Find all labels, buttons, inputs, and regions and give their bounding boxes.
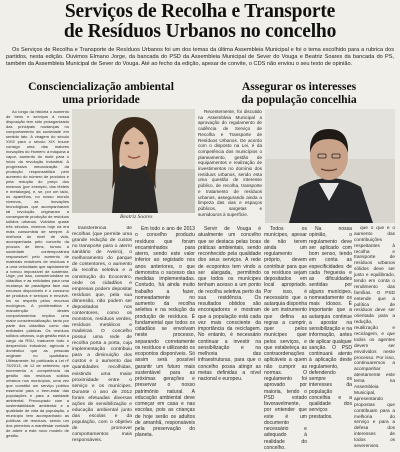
headline-line-2: de Resíduos Urbanos no concelho [63, 21, 337, 42]
right-title-line-1: Assegurar os interesses [241, 80, 357, 93]
left-article-column-4 [198, 226, 261, 450]
left-article-title [8, 81, 194, 106]
headline-line-1: Serviços de Recolha e Transporte [64, 1, 336, 22]
left-title-line-1: Consciencialização ambiental [28, 80, 174, 93]
left-col4-text: Servir de Vouga é atualmente um concelho que se destaca pelas boas práticas ambientais, sendo reconhecido pela qualidade dos seus serviços. A rede de ecopontos tem vindo a ser alargada, permitindo que todos os munícipes tenham acesso a um ponto de recolha seletiva perto da sua residência. Os resultados obtidos são encorajadores e mostram que a população está cada vez mais consciente da importância da reciclagem. No entanto, é necessário continuar a investir na sensibilização e na melhoria das infraestruturas, para que o concelho possa atingir as metas definidas a nível nacional e europeu. [198, 226, 261, 382]
left-col3-text: Em todo o ano de 2013 o concelho produziu resíduos que foram encaminhados para aterro, sendo este valor inferior ao registado nos anos anteriores, o que demonstra o sucesso das medidas implementadas. Contudo, há ainda muito trabalho a fazer, nomeadamente no aumento da recolha seletiva e na redução da produção de resíduos. É fundamental que todos os cidadãos se envolvam neste processo, separando corretamente os resíduos e utilizando os ecopontos disponíveis. Só assim será possível garantir um futuro mais sustentável para as próximas gerações e preservar o nosso património natural. A educação ambiental deve começar em casa e nas escolas, pois as crianças de hoje serão os adultos de amanhã, responsáveis pela preservação do planeta. [135, 226, 195, 439]
right-article-title [204, 81, 394, 106]
portrait-photo-icon [72, 109, 195, 213]
right-col3-text: Na nossa opinião, o regulamento deve ser aplicado com bom senso, tendo em conta as especificidades de cada freguesia e as dificuldades sentidas por alguns munícipes, nomeadamente os mais idosos. É importante que a autarquia continue a apostar na sensibilização e na informação, antes de aplicar qualquer sanção. O PSD continuará atento à aplicação deste regulamento, defendendo sempre os interesses da população concelhia e a qualidade dos serviços prestados. [309, 226, 352, 420]
right-article-column-2 [264, 226, 307, 450]
right-col4-text: que o que é o aumento das contribuições respeitantes à recolha e transporte de resíduos urbanos sólidos deve ser justo e equilibrado, tendo em conta o rendimento das famílias. O PSD entende que a política de resíduos deve ser orientada para a redução, reutilização e reciclagem, e que todos os agentes devem ser envolvidos neste processo. Por isso, continuaremos a acompanhar atentamente este tema na Assembleia Municipal, apresentando propostas que contribuam para a melhoria do serviço e para a defesa dos interesses de todos os severenses. [354, 226, 395, 449]
photo-caption-right: Elmano Jorge [328, 216, 360, 222]
left-article-column-3 [135, 226, 195, 450]
left-col1-text: Ao longo da história o aumento de bens e serviços à nossa disposição tem sido protagonizado das principais mudanças no comportamento da sociedade em sentido lato. A viragem do século XVIII para o século XIX trouxe consigo uma das maiores inovações do Homem: a máquina a vapor, aumento do mote para o início da revolução industrial. A progressiva mecanização da produção responsabiliza pelo aumento do número de produtos e pela redução do preço dos mesmos (por exemplo, dos têxteis e metalurgia), e, se, por um lado, os aparelhos, no nosso mundo vivemos, as inovações tecnológicas que acompanharam tal revolução originaram a consequente produção de resíduos sólidos urbanos. Volvidos quase três séculos, vivemos hoje na era mais consumista de sempre. A melhoria do nível de vida, acompanhada pelo conceito da procura de bens, tornou a sociedade contemporânea responsável pelo aumento de materiais redutíveis de resíduos e a uma velocidade que rapidamente a tornou impossível de sustentar. Urge, por isso, consciencializar os cidadãos e as entidades para uma mudança de paradigma face aos recursos disponíveis e o consumo de produtos e serviços e envolvê-los no respeito pelos recursos ecológicos. A problemática e manutenção destes comportamentos implica uma maior consciencialização, tanto por parte dos cidadãos como das entidades públicas. Os resíduos sólidos urbanos, cuja gestão está a cargo da RSU, traduzem todo o desperdício industrial, agrícola e doméstico que as pessoas originam no quotidiano. Ultimamente, foi publicada a Lei nº 75/2013, de 12 de setembro, que incrementa a competência da gestão dos resíduos sólidos urbanos nos municípios, uma vez que constitui um serviço público essencial para o bem-estar das populações e para a sanidade ambiental. Preocupado com a sustentabilidade ambiental e a qualidade de vida da população, o município tem acompanhado as políticas de resíduos, sendo um dos primeiros a manifestar vontade de aderir a este novo modelo de gestão. [6, 109, 69, 438]
left-article-column-2 [72, 226, 132, 450]
photo-caption-left: Beatriz Soares [120, 214, 153, 220]
lead-paragraph: Os Serviços de Recolha e Transporte de Resíduos Urbanos foi um dos temas da última Assembleia Municipal e foi o tema escolhido para a rubrica dos partidos, nesta edição. Ouvimos Elmano Jorge, da bancada do PSD da Assembleia Municipal de Sever do Vouga e Beatriz Soares da bancada do PS, também da Assembleia Municipal de Sever do Vouga. Até ao fecho da edição, apesar de convite, o CDS não enviou o seu texto de opinião. [6, 47, 394, 67]
right-article-column-4 [354, 226, 395, 450]
right-col1-text: Recentemente, foi discutido na Assembleia Municipal a aprovação do regulamento de cadência de Serviço de Recolha e Transporte de Resíduos Urbanos. De acordo com o disposto na Lei, é da competência dos municípios o planeamento, gestão de equipamentos e realização de investimentos no domínio dos resíduos urbanos, sendo esta uma questão de interesse público, de recolha, transporte e tratamento de resíduos urbanos, assegurando ainda a limpeza das vias e espaços públicos, sargetas e sumidouros à superfície. [198, 109, 262, 217]
beatriz-soares-photo [72, 109, 195, 213]
left-article-column-1 [6, 109, 69, 450]
right-title-line-2: da população concelhia [241, 92, 357, 106]
left-title-line-2: uma prioridade [62, 92, 140, 106]
page-headline [6, 2, 394, 42]
portrait-photo-icon [265, 109, 395, 223]
left-col2-text: transferência de recolhas (que permite uma grande redução de custos no transporte para o aterro sanitário de Aveiro), o melhoramento do parque de contentores, o aumento da recolha seletiva e a construção do Ecocentro, onde os cidadãos e empresas podem depositar resíduos que, pela sua dimensão, não podem ser depositados nos contentores, como os monstros, resíduos verdes, resíduos metálicos e madeiras. O concelho possui uma rede de recolha porta a porta, cuja implementação contribuiu para a diminuição dos custos e o aumento das quantidades recolhidas, existindo uma maior proximidade entre o serviço e os munícipes. Durante o ano de 2012 foram efetuadas diversas ações de sensibilização e educação ambiental junto das escolas e da população, com o objetivo de promover comportamentos mais responsáveis. [72, 226, 132, 444]
elmano-jorge-photo [265, 109, 395, 223]
right-article-column-1 [198, 109, 262, 224]
right-article-column-3 [309, 226, 352, 450]
right-col2-text: Todos os munícipes, apesar de não terem ainda um regulamento próprio, devem contribuir para que os resíduos sejam depositados em local apropriado. Por isso, é necessário que a autarquia disponha de um instrumento que defina as regras a cumprir, quer pelos munícipes quer pelos serviços, e que estabeleça as contraordenações aplicáveis a quem não cumprir as normas. O regulamento foi aprovado por maioria, tendo o PSD votado favoravelmente, por entender que este é um documento necessário e adequado à realidade do concelho. [264, 226, 307, 450]
